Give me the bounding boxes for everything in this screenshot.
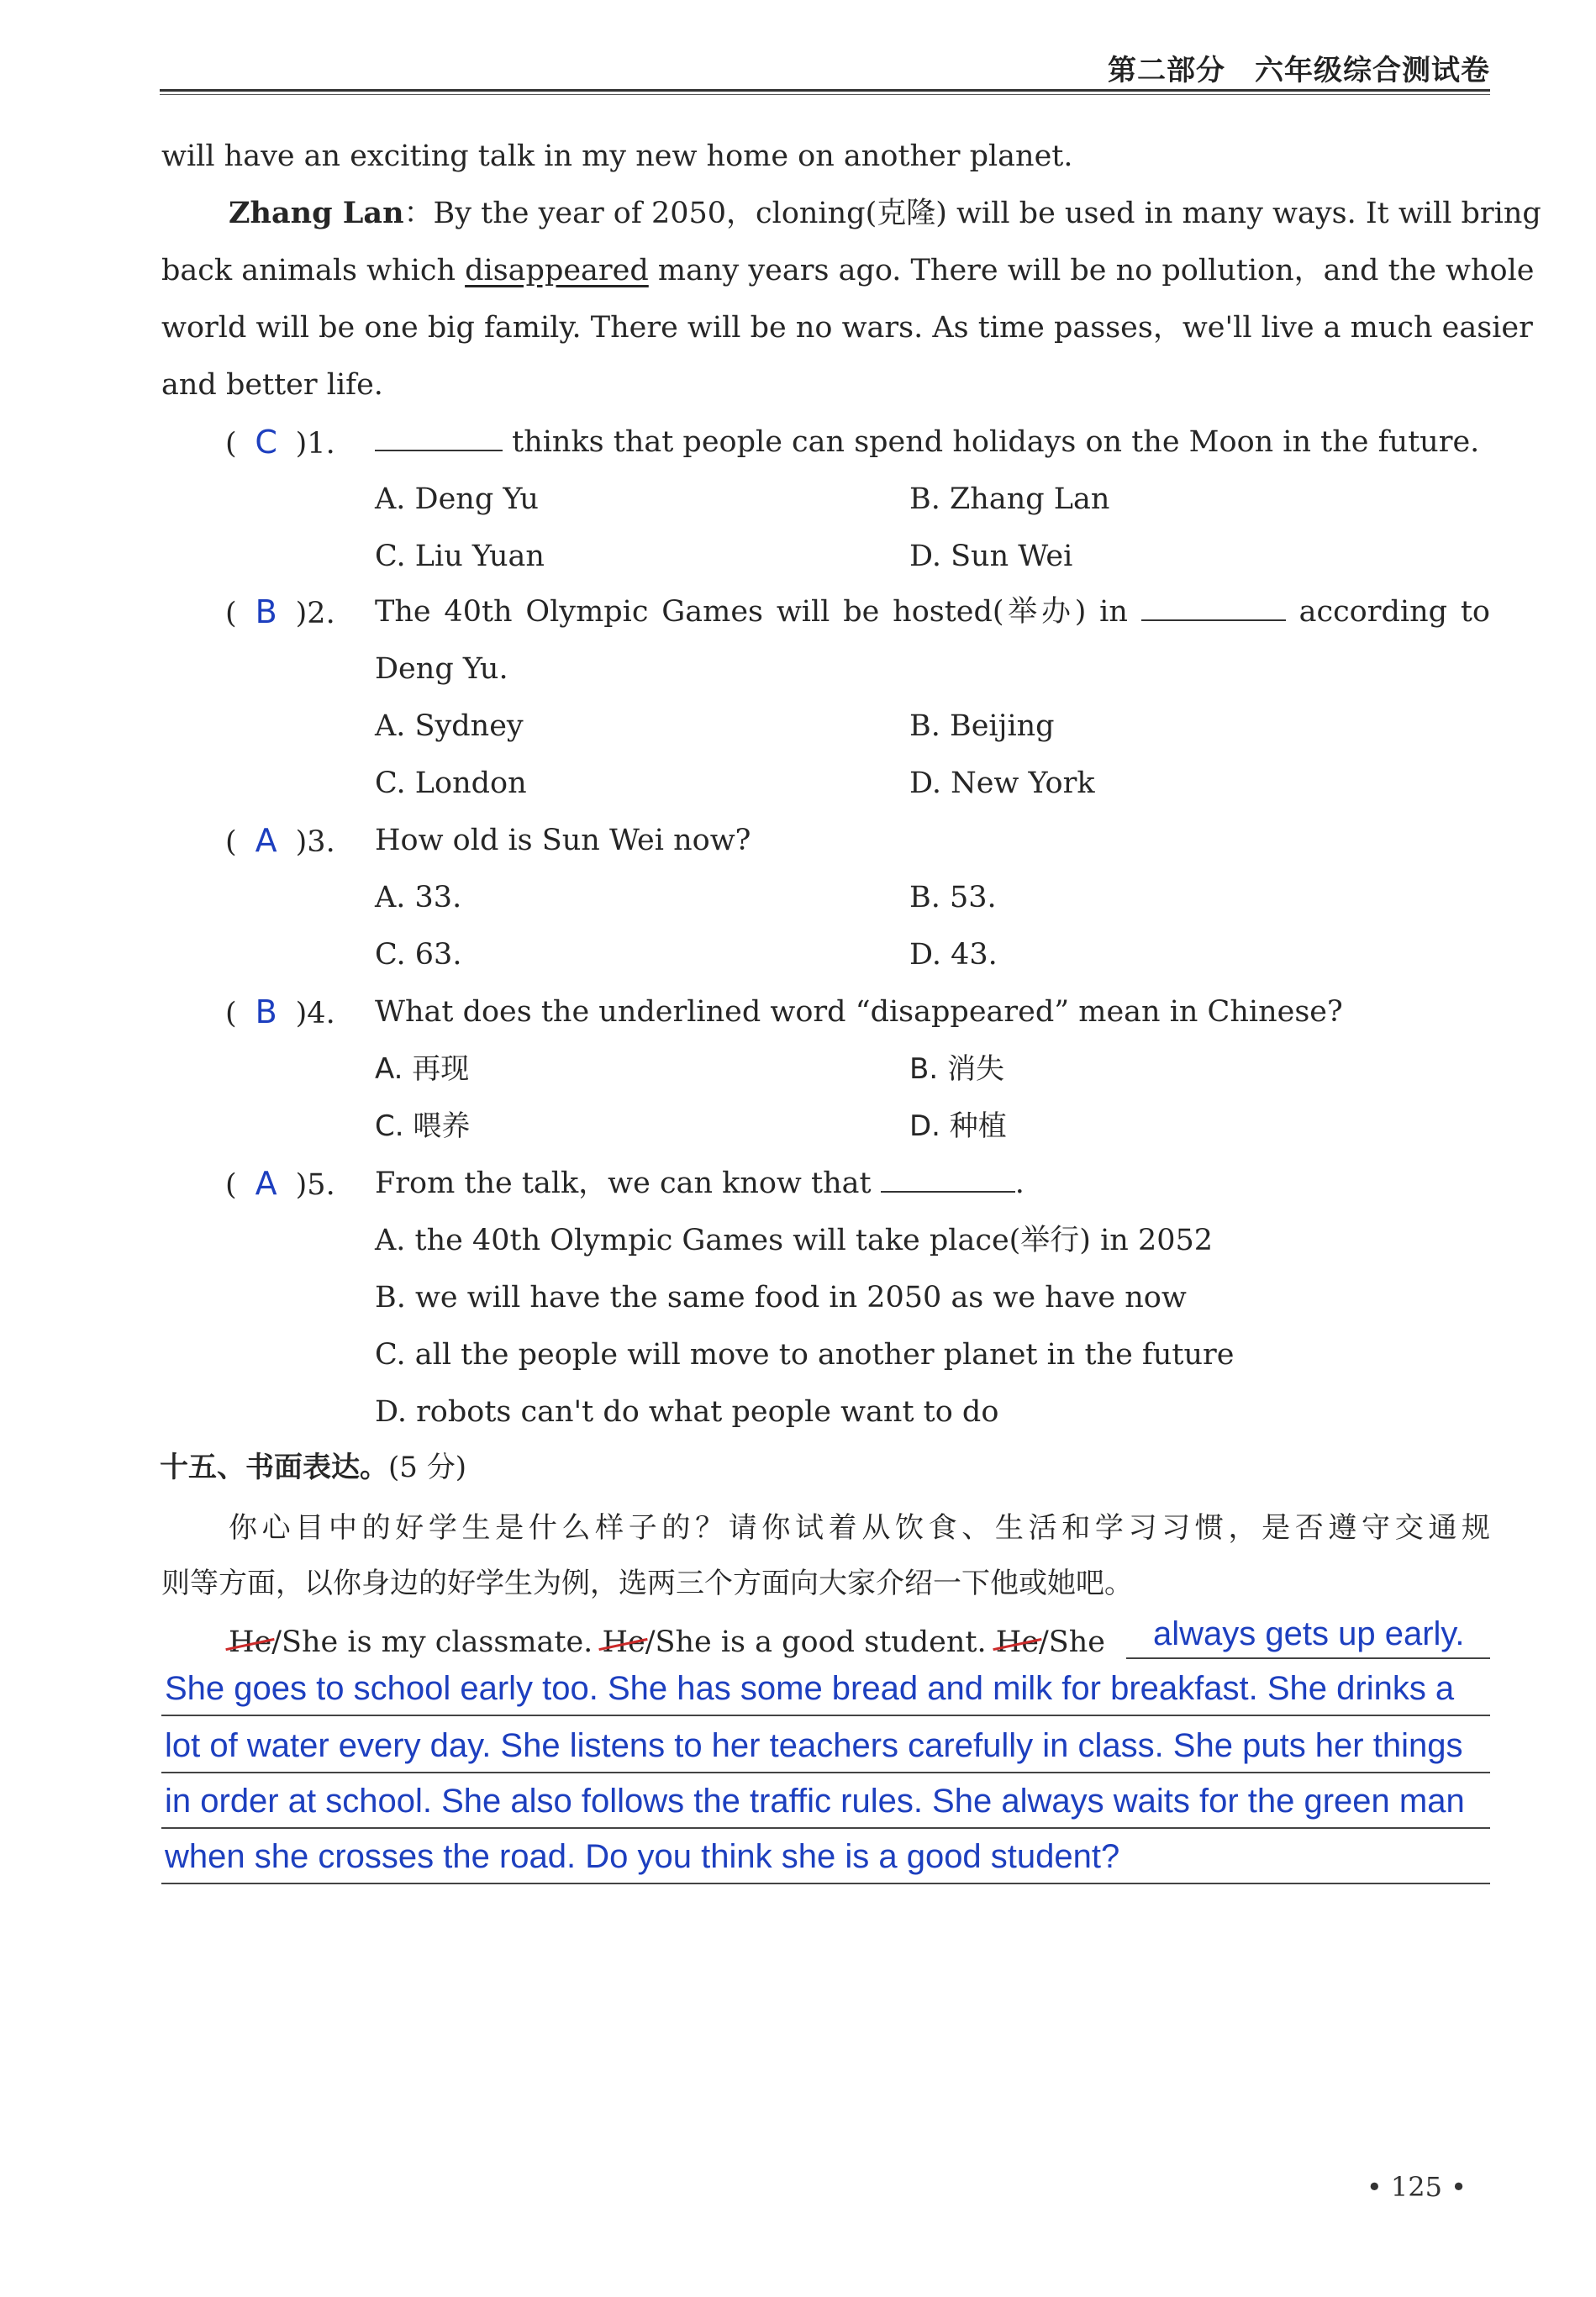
option-a: A. 33. — [375, 881, 462, 914]
question-5-answer: ( A )5. — [225, 1165, 335, 1202]
question-1-answer: ( C )1. — [225, 424, 335, 461]
header-rule-thin — [160, 94, 1490, 95]
handwritten-answer[interactable]: She goes to school early too. She has some bread and milk for breakfast. She drinks a — [165, 1670, 1455, 1707]
speaker-name: Zhang Lan — [229, 196, 404, 230]
question-2-answer: ( B )2. — [225, 593, 335, 630]
answer-letter: C — [255, 424, 277, 461]
handwritten-answer[interactable]: lot of water every day. She listens to her teachers carefully in class. She puts her things — [165, 1727, 1463, 1764]
section-score: (5 分) — [388, 1451, 466, 1484]
underlined-word: disappeared — [465, 254, 649, 287]
option-c: C. all the people will move to another planet in the future — [375, 1338, 1235, 1372]
writing-starter: He/She is my classmate. He/She is a good student. He/She — [229, 1625, 1106, 1659]
answer-blank[interactable] — [1141, 594, 1286, 621]
passage-line: back animals which disappeared many years ago. There will be no pollution，and the whole — [161, 254, 1535, 287]
passage-line: world will be one big family. There will be no wars. As time passes，we'll live a much easier — [161, 311, 1533, 345]
option-a: A. Sydney — [375, 709, 524, 743]
option-c: C. 喂养 — [375, 1109, 471, 1143]
section-heading: 十五、书面表达。(5 分) — [160, 1451, 466, 1484]
answer-letter: A — [255, 1165, 277, 1202]
handwritten-answer[interactable]: when she crosses the road. Do you think she is a good student? — [165, 1838, 1120, 1875]
handwritten-answer[interactable]: in order at school. She also follows the traffic rules. She always waits for the green man — [165, 1783, 1465, 1820]
question-1-text: thinks that people can spend holidays on the Moon in the future. — [375, 424, 1490, 461]
crossed-word: He — [602, 1625, 645, 1659]
page-number: • 125 • — [1366, 2171, 1467, 2203]
crossed-word: He — [229, 1625, 272, 1659]
option-b: B. Beijing — [909, 709, 1055, 743]
question-3-text: How old is Sun Wei now? — [375, 824, 751, 857]
passage-line: Zhang Lan：By the year of 2050，cloning(克隆) will be used in many ways. It will bring — [229, 196, 1541, 230]
answer-letter: B — [255, 593, 277, 630]
writing-line — [161, 1772, 1490, 1773]
option-a: A. the 40th Olympic Games will take place(举行) in 2052 — [375, 1224, 1214, 1257]
header-rule — [160, 89, 1490, 92]
passage-line: and better life. — [161, 368, 383, 402]
writing-line — [161, 1715, 1490, 1716]
option-c: C. 63. — [375, 938, 462, 972]
question-2-text-cont: Deng Yu. — [375, 652, 508, 686]
handwritten-answer[interactable]: always gets up early. — [1153, 1615, 1465, 1652]
writing-prompt: 则等方面，以你身边的好学生为例，选两三个方面向大家介绍一下他或她吧。 — [161, 1567, 1133, 1600]
answer-blank[interactable] — [375, 424, 503, 451]
option-d: D. robots can't do what people want to do — [375, 1395, 999, 1429]
option-a: A. 再现 — [375, 1052, 470, 1086]
writing-line — [161, 1883, 1490, 1884]
option-d: D. New York — [909, 767, 1095, 800]
option-c: C. London — [375, 767, 527, 800]
question-4-answer: ( B )4. — [225, 993, 335, 1030]
answer-letter: B — [255, 993, 277, 1030]
writing-line — [161, 1827, 1490, 1829]
option-c: C. Liu Yuan — [375, 540, 545, 573]
option-b: B. we will have the same food in 2050 as we have now — [375, 1281, 1187, 1314]
crossed-word: He — [995, 1625, 1039, 1659]
header-title: 第二部分 六年级综合测试卷 — [1108, 54, 1490, 87]
option-d: D. Sun Wei — [909, 540, 1073, 573]
option-b: B. 消失 — [909, 1052, 1004, 1086]
question-2-text: The 40th Olympic Games will be hosted(举办) in according to — [375, 595, 1490, 629]
question-5-text: From the talk，we can know that . — [375, 1167, 1024, 1200]
question-4-text: What does the underlined word “disappeared” mean in Chinese? — [375, 995, 1343, 1029]
writing-prompt: 你心目中的好学生是什么样子的？请你试着从饮食、生活和学习习惯，是否遵守交通规 — [229, 1511, 1490, 1545]
option-b: B. Zhang Lan — [909, 482, 1110, 516]
option-d: D. 43. — [909, 938, 998, 972]
answer-blank[interactable] — [881, 1166, 1015, 1193]
writing-line — [1126, 1657, 1490, 1659]
passage-line: will have an exciting talk in my new home on another planet. — [161, 140, 1073, 173]
option-a: A. Deng Yu — [375, 482, 539, 516]
option-b: B. 53. — [909, 881, 997, 914]
option-d: D. 种植 — [909, 1109, 1007, 1143]
answer-letter: A — [255, 822, 277, 859]
question-3-answer: ( A )3. — [225, 822, 335, 859]
